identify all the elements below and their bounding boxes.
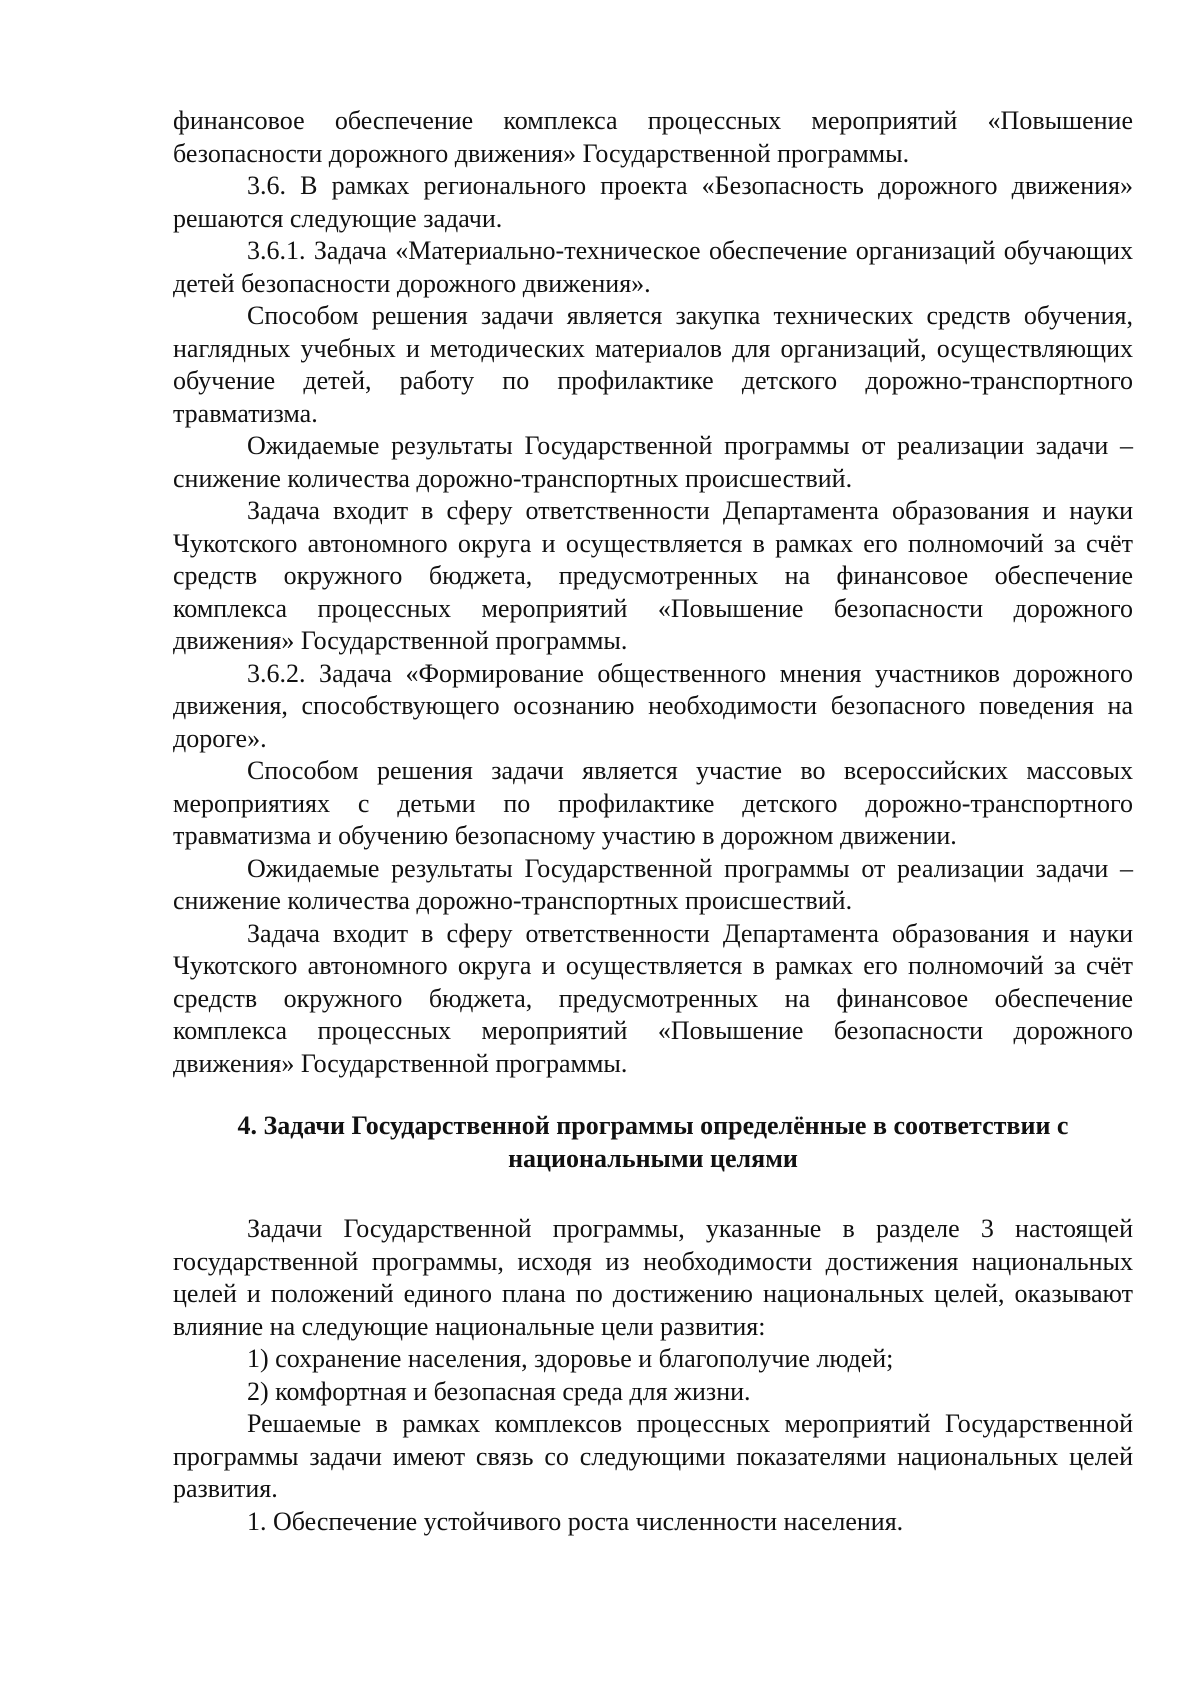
paragraph-3-6: 3.6. В рамках регионального проекта «Безопасность дорожного движения» решаются следующие задачи. <box>173 171 1133 233</box>
paragraph-results-2: Ожидаемые результаты Государственной программы от реализации задачи – снижение количества дорожно-транспортных происшествий. <box>173 853 1133 915</box>
national-goal-item-1: 1) сохранение населения, здоровье и благополучие людей; <box>247 1344 894 1373</box>
section-4-heading-line-1: 4. Задачи Государственной программы определённые в соответствии с <box>237 1111 1069 1140</box>
section-4-heading <box>173 1080 1133 1213</box>
indicator-item-1: 1. Обеспечение устойчивого роста численности населения. <box>247 1506 904 1536</box>
section-4-tasks-link: Решаемые в рамках комплексов процессных мероприятий Государственной программы задачи имеют связь со следующими показателями национальных целей развития. <box>173 1409 1133 1503</box>
document-page <box>173 105 1133 1538</box>
paragraph-responsibility-1: Задача входит в сферу ответственности Департамента образования и науки Чукотского автономного округа и осуществляется в рамках его полномочий за счёт средств окружного бюджета, предусмотренных на финансовое обеспечение комплекса процессных мероприятий «Повышение безопасности дорожного движения» Государственной программы. <box>173 496 1133 655</box>
paragraph-method-2: Способом решения задачи является участие во всероссийских массовых мероприятиях с детьми по профилактике детского дорожно-транспортного травматизма и обучению безопасному участию в дорожном движении. <box>173 756 1133 850</box>
section-4-intro: Задачи Государственной программы, указанные в разделе 3 настоящей государственной программы, исходя из необходимости достижения национальных целей и положений единого плана по достижению национальных целей, оказывают влияние на следующие национальные цели развития: <box>173 1214 1133 1341</box>
national-goal-item-2: 2) комфортная и безопасная среда для жизни. <box>247 1376 751 1406</box>
paragraph-continued: финансовое обеспечение комплекса процессных мероприятий «Повышение безопасности дорожного движения» Государственной программы. <box>173 106 1133 168</box>
paragraph-results-1: Ожидаемые результаты Государственной программы от реализации задачи – снижение количества дорожно-транспортных происшествий. <box>173 431 1133 493</box>
paragraph-3-6-2: 3.6.2. Задача «Формирование общественного мнения участников дорожного движения, способствующего осознанию необходимости безопасного поведения на дороге». <box>173 658 1133 753</box>
paragraph-method-1: Способом решения задачи является закупка технических средств обучения, наглядных учебных и методических материалов для организаций, осуществляющих обучение детей, работу по профилактике детского дорожно-транспортного травматизма. <box>173 301 1133 428</box>
paragraph-responsibility-2: Задача входит в сферу ответственности Департамента образования и науки Чукотского автономного округа и осуществляется в рамках его полномочий за счёт средств окружного бюджета, предусмотренных на финансовое обеспечение комплекса процессных мероприятий «Повышение безопасности дорожного движения» Государственной программы. <box>173 918 1133 1078</box>
section-4-heading-line-2: национальными целями <box>508 1143 798 1173</box>
paragraph-3-6-1: 3.6.1. Задача «Материально-техническое обеспечение организаций обучающих детей безопасности дорожного движения». <box>173 236 1133 298</box>
